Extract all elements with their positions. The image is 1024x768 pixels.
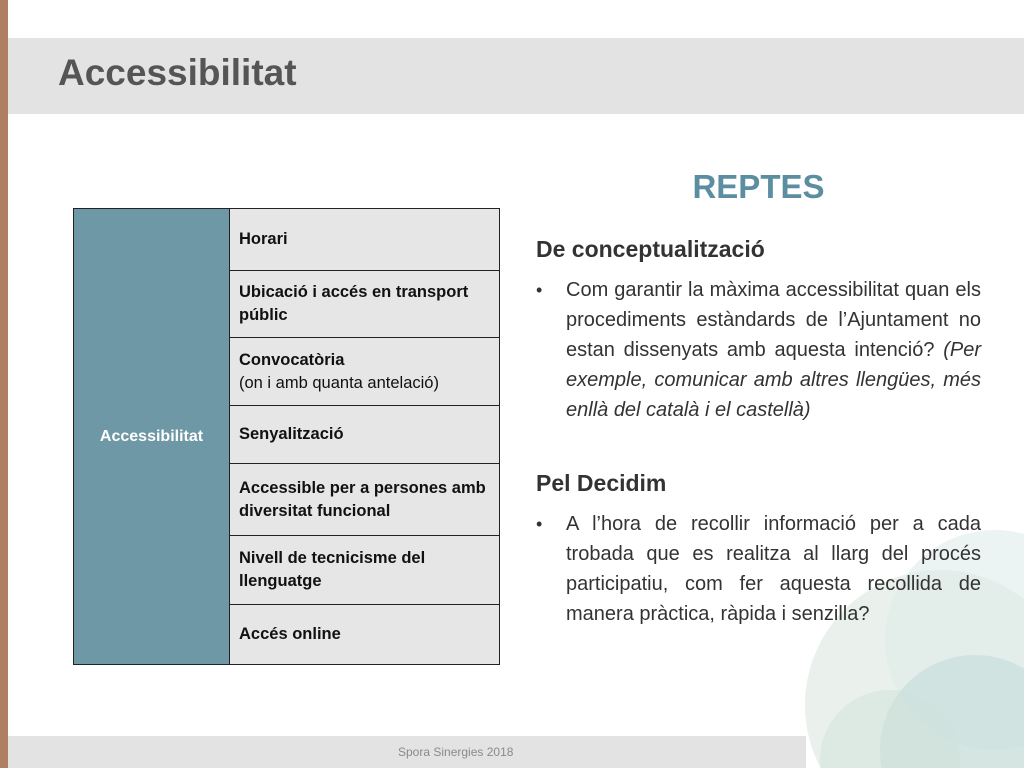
row-label: Senyalització — [239, 425, 344, 443]
subheading-decidim: Pel Decidim — [536, 470, 667, 496]
bullet-example: (Per exemple, comunicar amb altres llengües, més enllà del català i el castellà) — [566, 339, 981, 421]
bullet-text: Com garantir la màxima accessibilitat quan els procediments estàndards de l’Ajuntament no estan dissenyats amb aquesta intenció? (Per exemple, comunicar amb altres llengües, més enllà del català i el castellà) — [566, 279, 981, 421]
row-label: Ubicació i accés en transport públic — [239, 283, 469, 324]
bullet-dot: • — [536, 280, 543, 300]
table-row — [230, 271, 500, 338]
table-header-cell: Accessibilitat — [74, 209, 230, 665]
bullet-text: A l’hora de recollir informació per a cada trobada que es realitza al llarg del procés participatiu, com fer aquesta recollida de manera pràctica, ràpida i senzilla? — [566, 513, 981, 625]
footer-text: Spora Sinergies 2018 — [398, 745, 514, 759]
row-label: Horari — [239, 230, 288, 248]
table-row — [230, 406, 500, 464]
bullet-dot: • — [536, 514, 543, 534]
page-title: Accessibilitat — [58, 52, 297, 93]
row-label: Accessible per a persones amb diversitat funcional — [239, 478, 486, 520]
row-note: (on i amb quanta antelació) — [239, 373, 439, 392]
table-row — [230, 464, 500, 536]
table-row — [230, 338, 500, 406]
table-row — [230, 605, 500, 665]
subheading-conceptualitzacio: De conceptualització — [536, 236, 765, 262]
bullet-item — [536, 509, 981, 629]
accessibility-table — [73, 208, 500, 665]
table-row — [230, 536, 500, 605]
row-label: Convocatòria — [239, 350, 345, 369]
table-row — [230, 209, 500, 271]
row-label: Accés online — [239, 625, 341, 643]
section-title: REPTES — [692, 168, 825, 205]
content-column — [536, 168, 981, 629]
bullet-item — [536, 275, 981, 425]
row-label: Nivell de tecnicisme del llenguatge — [239, 549, 426, 590]
